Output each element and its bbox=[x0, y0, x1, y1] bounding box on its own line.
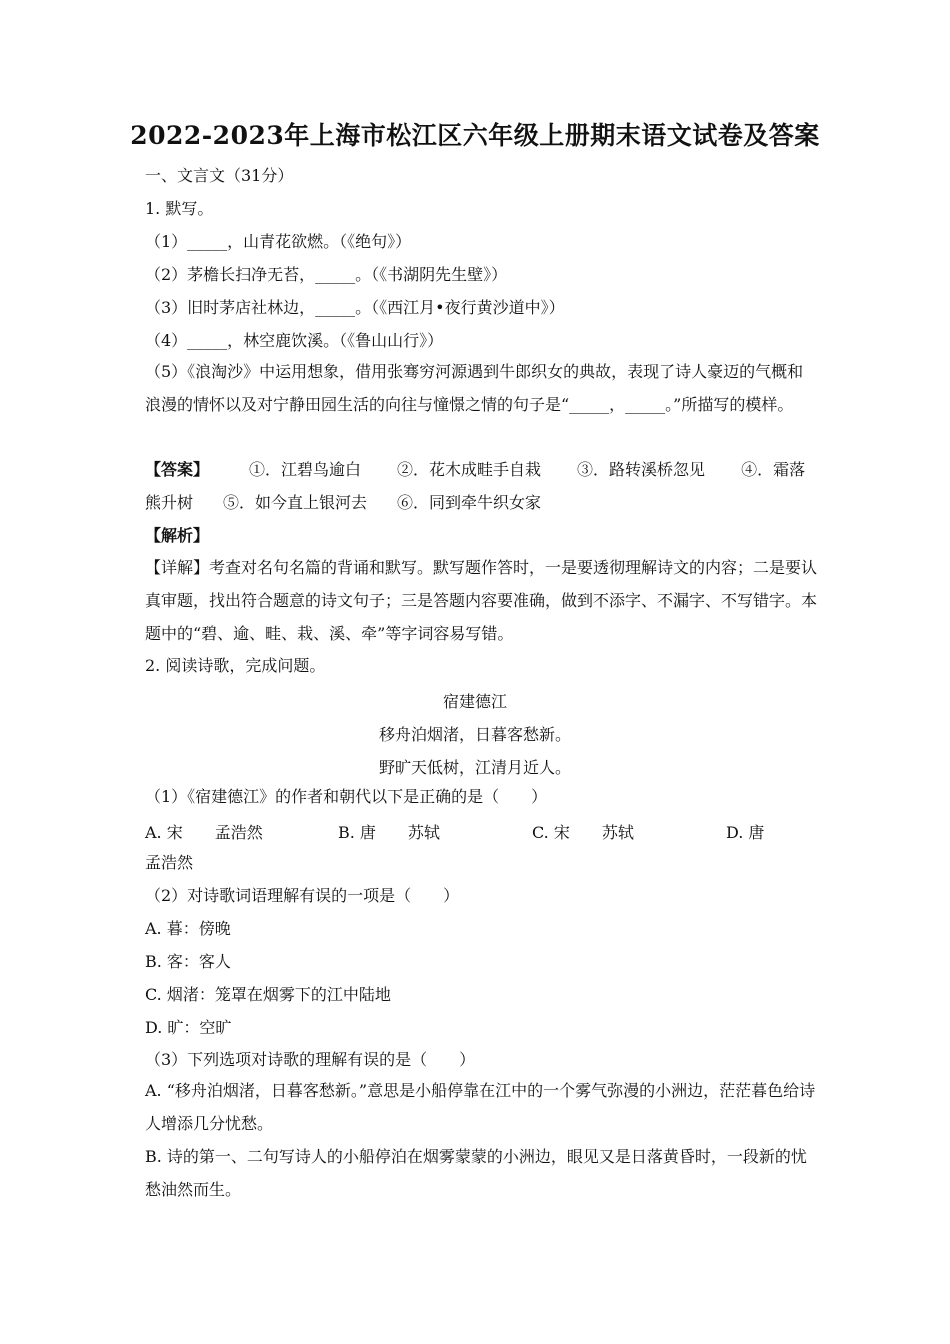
question-2-sub-2: （2）对诗歌词语理解有误的一项是（ ） bbox=[145, 886, 460, 905]
option-a: A. 宋 孟浩然 bbox=[145, 823, 263, 842]
document-title: 2022-2023年上海市松江区六年级上册期末语文试卷及答案 bbox=[130, 121, 820, 150]
question-1-heading: 1. 默写。 bbox=[145, 199, 214, 218]
answer-label: 【答案】 bbox=[145, 460, 210, 479]
option-b: B. 客：客人 bbox=[145, 952, 231, 971]
option-a: A. 暮：傍晚 bbox=[145, 919, 231, 938]
option-d-wrap: 孟浩然 bbox=[145, 853, 194, 872]
option-c: C. 烟渚：笼罩在烟雾下的江中陆地 bbox=[145, 985, 391, 1004]
option-d: D. 唐 bbox=[726, 823, 765, 842]
question-2-sub-1: （1）《宿建德江》的作者和朝代以下是正确的是（ ） bbox=[145, 787, 548, 806]
answer-item: ⑥．同到牵牛织女家 bbox=[397, 493, 542, 512]
option-b: B. 唐 苏轼 bbox=[338, 823, 440, 842]
option-c: C. 宋 苏轼 bbox=[532, 823, 634, 842]
poem-line-2: 野旷天低树，江清月近人。 bbox=[378, 758, 571, 777]
question-2-heading: 2. 阅读诗歌，完成问题。 bbox=[145, 656, 326, 675]
answer-item: ③．路转溪桥忽见 bbox=[577, 460, 706, 479]
question-1-item-5: （5）《浪淘沙》中运用想象，借用张骞穷河源遇到牛郎织女的典故，表现了诗人豪迈的气概和浪漫的情怀以及对宁静田园生活的向往与憧憬之情的句子是“_____，_____。”所描写的模样。 bbox=[145, 362, 804, 414]
question-1-item-1: （1）_____，山青花欲燃。（《绝句》） bbox=[145, 232, 412, 251]
answer-item: ①．江碧鸟逾白 bbox=[249, 460, 362, 479]
option-d: D. 旷：空旷 bbox=[145, 1018, 232, 1037]
answer-item: ②．花木成畦手自栽 bbox=[397, 460, 542, 479]
analysis-detail: 【详解】考查对名句名篇的背诵和默写。默写题作答时，一是要透彻理解诗文的内容；二是要认真审题，找出符合题意的诗文句子；三是答题内容要准确，做到不添字、不漏字、不写错字。本题中的“碧、逾、畦、栽、溪、牵”等字词容易写错。 bbox=[145, 558, 818, 643]
question-1-item-4: （4）_____，林空鹿饮溪。（《鲁山山行》） bbox=[145, 331, 444, 350]
question-1-item-2: （2）茅檐长扫净无苔，_____。（《书湖阴先生壁》） bbox=[145, 265, 508, 284]
poem-line-1: 移舟泊烟渚，日暮客愁新。 bbox=[378, 725, 571, 744]
answer-item: ⑤．如今直上银河去 bbox=[223, 493, 368, 512]
question-2-sub-3: （3）下列选项对诗歌的理解有误的是（ ） bbox=[145, 1050, 476, 1069]
option-a: A. “移舟泊烟渚，日暮客愁新。”意思是小船停靠在江中的一个雾气弥漫的小洲边，茫茫暮色给诗人增添几分忧愁。 bbox=[145, 1081, 816, 1133]
answer-block bbox=[145, 453, 817, 519]
question-1-item-3: （3）旧时茅店社林边，_____。（《西江月•夜行黄沙道中》） bbox=[145, 298, 565, 317]
option-b: B. 诗的第一、二句写诗人的小船停泊在烟雾蒙蒙的小洲边，眼见又是日落黄昏时，一段新的忧愁油然而生。 bbox=[145, 1147, 807, 1199]
poem-title: 宿建德江 bbox=[442, 692, 507, 711]
answer-item: ④．霜落熊升树 bbox=[145, 460, 806, 512]
analysis-label: 【解析】 bbox=[145, 526, 210, 545]
section-heading: 一、文言文（31分） bbox=[145, 166, 294, 185]
